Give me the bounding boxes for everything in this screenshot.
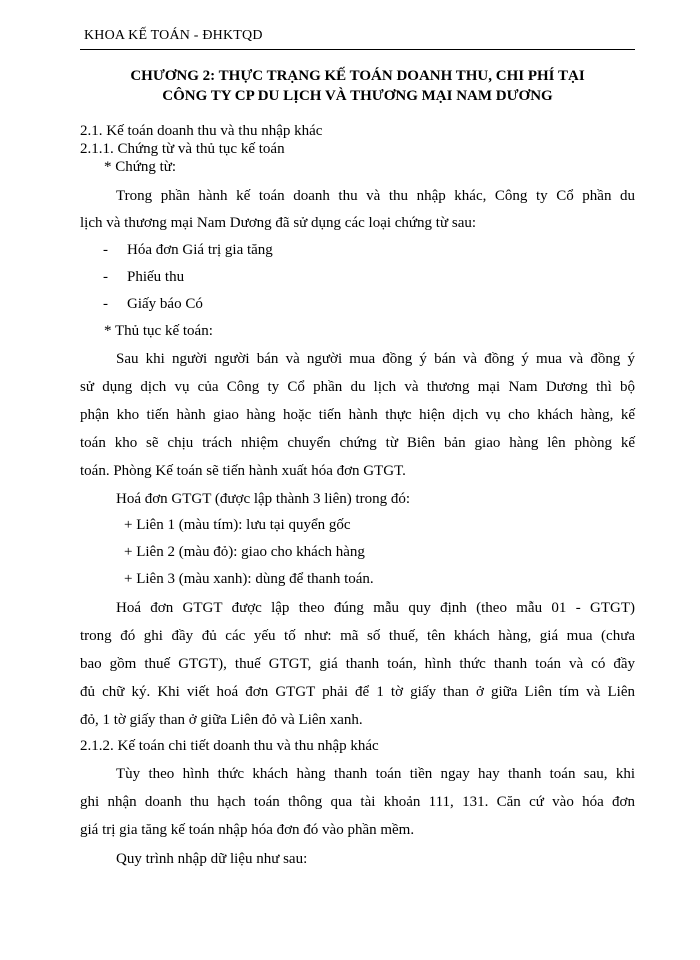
para4-line-1: Tùy theo hình thức khách hàng thanh toán tiền ngay hay thanh toán sau, khi <box>116 766 635 782</box>
para2-line-5: toán. Phòng Kế toán sẽ tiến hành xuất hóa đơn GTGT. <box>80 463 406 479</box>
para2-line-1: Sau khi người người bán và người mua đồng ý bán và đồng ý mua và đồng ý <box>116 351 635 367</box>
para5: Quy trình nhập dữ liệu như sau: <box>116 851 308 867</box>
para2-line-4: toán kho sẽ chịu trách nhiệm chuyển chứng từ Biên bản giao hàng lên phòng kế <box>80 435 635 451</box>
copy-item: + Liên 3 (màu xanh): dùng để thanh toán. <box>124 571 374 587</box>
para3-line-1: Hoá đơn GTGT được lập theo đúng mẫu quy định (theo mẫu 01 - GTGT) <box>116 600 635 616</box>
section-2-1-1-heading: 2.1.1. Chứng từ và thủ tục kế toán <box>80 141 285 157</box>
para1-line-2: lịch và thương mại Nam Dương đã sử dụng các loại chứng từ sau: <box>80 215 477 231</box>
header-rule <box>80 49 635 50</box>
document-item: Giấy báo Có <box>127 296 203 312</box>
para3-line-3: bao gồm thuế GTGT), thuế GTGT, giá thanh toán, hình thức thanh toán và có đầy <box>80 656 635 672</box>
para4-line-2: ghi nhận doanh thu hạch toán thông qua tài khoản 111, 131. Căn cứ vào hóa đơn <box>80 794 635 810</box>
para3-line-4: đủ chữ ký. Khi viết hoá đơn GTGT phải để 1 tờ giấy than ở giữa Liên tím và Liên <box>80 684 635 700</box>
running-header: KHOA KẾ TOÁN - ĐHKTQD <box>84 28 263 43</box>
section-2-1-heading: 2.1. Kế toán doanh thu và thu nhập khác <box>80 123 323 139</box>
chapter-title <box>80 66 635 106</box>
para3-line-5: đỏ, 1 tờ giấy than ở giữa Liên đỏ và Liên xanh. <box>80 712 363 728</box>
document-item: Phiếu thu <box>127 269 185 285</box>
para1-line-1: Trong phần hành kế toán doanh thu và thu nhập khác, Công ty Cổ phần du <box>116 188 635 204</box>
document-item: Hóa đơn Giá trị gia tăng <box>127 242 273 258</box>
copy-item: + Liên 1 (màu tím): lưu tại quyển gốc <box>124 517 351 533</box>
copy-item: + Liên 2 (màu đỏ): giao cho khách hàng <box>124 544 365 560</box>
bullet-dash: - <box>103 269 108 285</box>
bullet-dash: - <box>103 296 108 312</box>
para4-line-3: giá trị gia tăng kế toán nhập hóa đơn đó vào phần mềm. <box>80 822 415 838</box>
bullet-dash: - <box>103 242 108 258</box>
para2-line-2: sử dụng dịch vụ của Công ty Cổ phần du lịch và thương mại Nam Dương thì bộ <box>80 379 635 395</box>
chapter-title-line-1: CHƯƠNG 2: THỰC TRẠNG KẾ TOÁN DOANH THU, CHI PHÍ TẠI <box>130 68 585 84</box>
chung-tu-heading: * Chứng từ: <box>104 159 177 175</box>
para2-line-3: phận kho tiến hành giao hàng hoặc tiến hành thực hiện dịch vụ cho khách hàng, kế <box>80 407 635 423</box>
chapter-title-line-2: CÔNG TY CP DU LỊCH VÀ THƯƠNG MẠI NAM DƯƠNG <box>162 88 553 104</box>
thu-tuc-heading: * Thủ tục kế toán: <box>104 323 213 339</box>
invoice-intro: Hoá đơn GTGT (được lập thành 3 liên) trong đó: <box>116 491 411 507</box>
para3-line-2: trong đó ghi đầy đủ các yếu tố như: mã số thuế, tên khách hàng, giá mua (chưa <box>80 628 635 644</box>
section-2-1-2-heading: 2.1.2. Kế toán chi tiết doanh thu và thu nhập khác <box>80 738 379 754</box>
